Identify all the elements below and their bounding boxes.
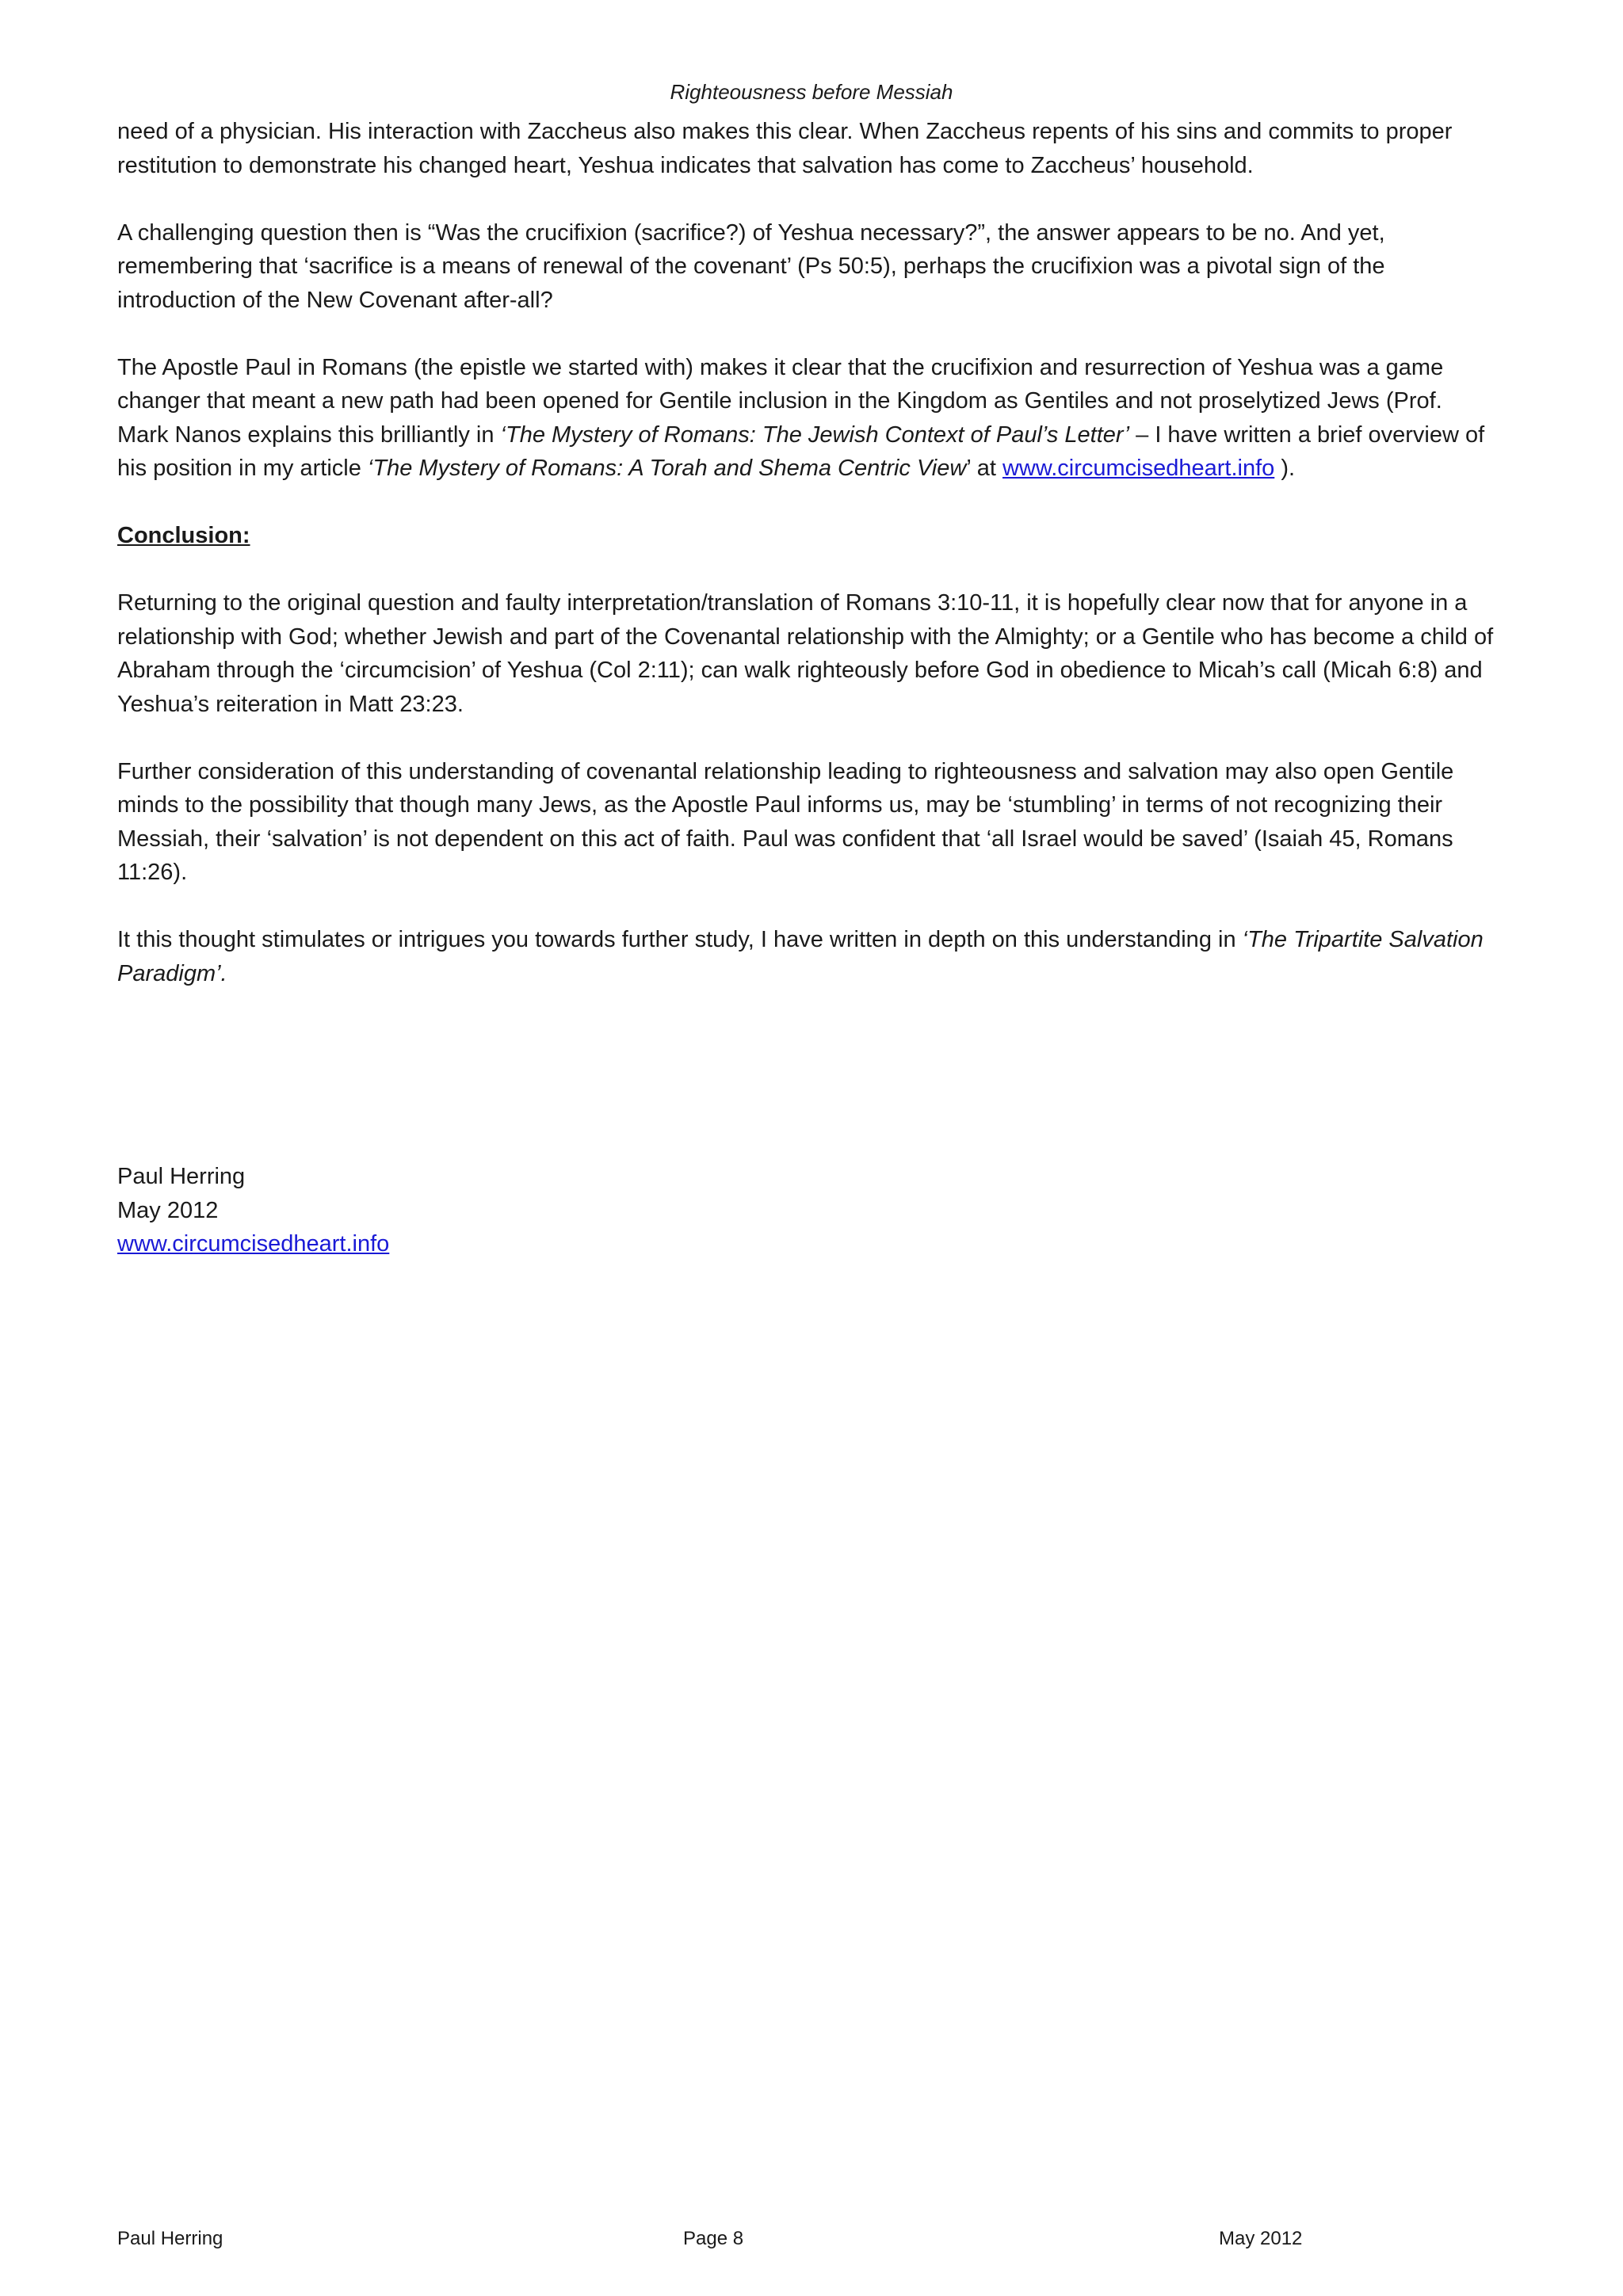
conclusion-heading: Conclusion: — [117, 523, 250, 548]
signature-date: May 2012 — [117, 1197, 219, 1223]
footer-date: May 2012 — [1219, 2228, 1303, 2249]
paragraph-zaccheus: need of a physician. His interaction with Zaccheus also makes this clear. When Zaccheus repents of his sins and commits to proper restitution to demonstrate his changed heart, Yeshua indicates that salvation has come to Zaccheus’ household. — [117, 119, 1453, 178]
page-footer — [0, 2223, 1623, 2255]
paragraph-crucifixion-question: A challenging question then is “Was the crucifixion (sacrifice?) of Yeshua necessary?”, the answer appears to be no. And yet, remembering that ‘sacrifice is a means of renewal of the covenant’ (Ps 50:5), perhaps the crucifixion was a pivotal sign of the introduction of the New Covenant after-all? — [117, 219, 1385, 313]
paragraph-conclusion-romans: Returning to the original question and faulty interpretation/translation of Romans 3:10-11, it is hopefully clear now that for anyone in a relationship with God; whether Jewish and part of the Covenantal relationship with the Almighty; or a Gentile who has become a child of Abraham through the ‘circumcision’ of Yeshua (Col 2:11); can walk righteously before God in obedience to Micah’s call (Micah 6:8) and Yeshua’s reiteration in Matt 23:23. — [117, 590, 1494, 717]
footer-page-number: Page 8 — [683, 2228, 744, 2249]
footer-author: Paul Herring — [117, 2228, 223, 2249]
conclusion-heading-block — [117, 519, 1496, 553]
author-name: Paul Herring — [117, 1164, 246, 1189]
book-title: ‘The Mystery of Romans: The Jewish Context of Paul’s Letter’ — [500, 421, 1130, 448]
running-header: Righteousness before Messiah — [670, 80, 953, 104]
paragraph-text: The Apostle Paul in Romans (the epistle we started with) makes it clear that the crucifixion and resurrection of Yeshua was a game changer that meant a new path had been opened for Gentile inclusion in the Kingdom as Gentiles and not proselytized Jews (Prof. Mark Nanos explains this brilliantly in — [117, 354, 1444, 448]
paragraph-further-study — [117, 923, 1496, 990]
paragraph-text: ). — [1274, 456, 1296, 481]
paragraph-text: It this thought stimulates or intrigues you towards further study, I have written in depth on this understanding in — [117, 927, 1243, 952]
paragraph-text: ’ at — [966, 456, 1002, 481]
article-title: ‘The Mystery of Romans: A Torah and Shema Centric View — [367, 456, 967, 481]
paragraph-further-consideration: Further consideration of this understanding of covenantal relationship leading to righteousness and salvation may also open Gentile minds to the possibility that though many Jews, as the Apostle Paul informs us, may be ‘stumbling’ in terms of not recognizing their Messiah, their ‘salvation’ is not dependent on this act of faith. Paul was confident that ‘all Israel would be saved’ (Isaiah 45, Romans 11:26). — [117, 758, 1454, 885]
paradigm-title: ‘The Tripartite Salvation Paradigm’. — [117, 927, 1484, 986]
paragraph-text: – I have written a brief overview of his position in my article — [117, 421, 1485, 481]
signature-website-link[interactable]: www.circumcisedheart.info — [117, 1231, 390, 1257]
paragraph-apostle-paul — [117, 351, 1496, 486]
body-text — [117, 115, 1496, 990]
website-link[interactable]: www.circumcisedheart.info — [1002, 456, 1275, 481]
signature-block — [117, 1160, 389, 1261]
